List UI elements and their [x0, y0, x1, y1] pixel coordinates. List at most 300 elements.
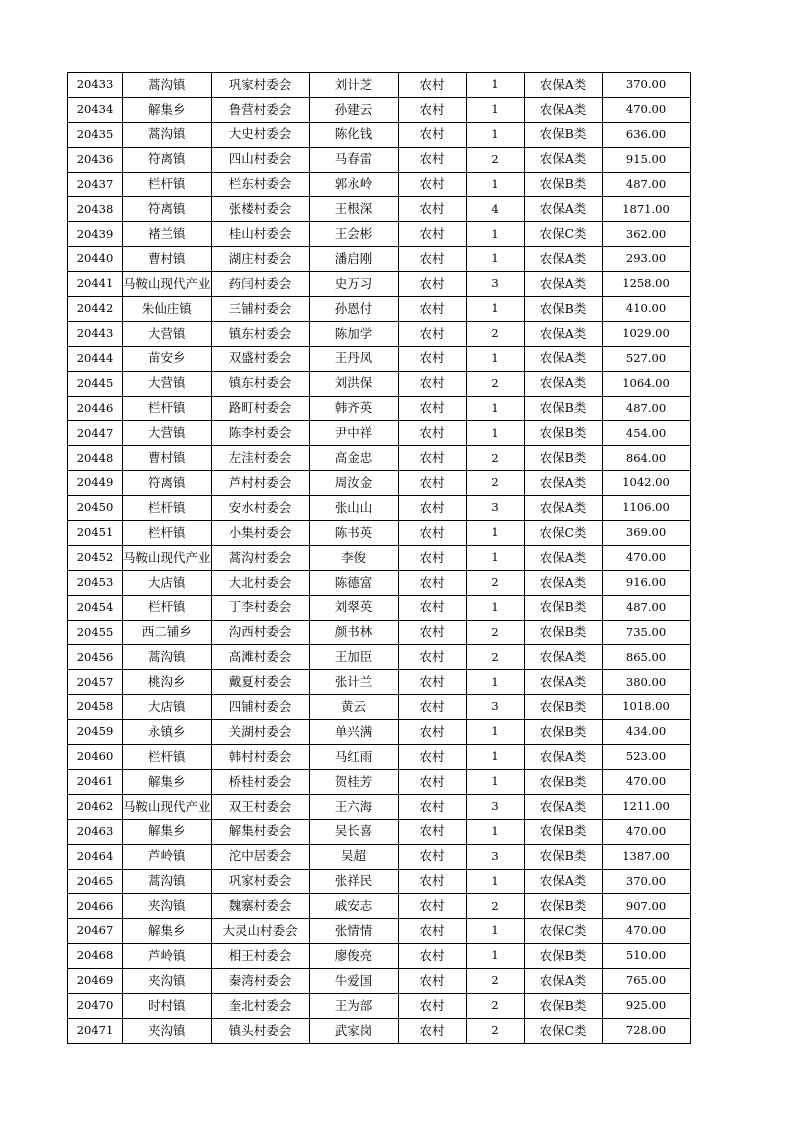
residence-type-cell: 农村 [398, 197, 466, 222]
town-cell: 曹村镇 [123, 247, 212, 272]
household-count-cell: 1 [466, 545, 524, 570]
household-count-cell: 1 [466, 521, 524, 546]
record-id-cell: 20470 [68, 993, 123, 1018]
record-id-cell: 20433 [68, 73, 123, 98]
town-cell: 解集乡 [123, 97, 212, 122]
person-name-cell: 刘洪保 [309, 371, 398, 396]
household-count-cell: 1 [466, 222, 524, 247]
table-row [68, 645, 691, 670]
town-cell: 朱仙庄镇 [123, 297, 212, 322]
insurance-category-cell: 农保B类 [524, 620, 602, 645]
residence-type-cell: 农村 [398, 172, 466, 197]
record-id-cell: 20457 [68, 670, 123, 695]
insurance-category-cell: 农保A类 [524, 197, 602, 222]
household-count-cell: 1 [466, 346, 524, 371]
residence-type-cell: 农村 [398, 944, 466, 969]
household-count-cell: 2 [466, 1018, 524, 1043]
amount-cell: 1258.00 [602, 272, 690, 297]
household-count-cell: 4 [466, 197, 524, 222]
record-id-cell: 20447 [68, 421, 123, 446]
amount-cell: 916.00 [602, 570, 690, 595]
household-count-cell: 2 [466, 371, 524, 396]
household-count-cell: 1 [466, 421, 524, 446]
record-id-cell: 20471 [68, 1018, 123, 1043]
table-row [68, 346, 691, 371]
table-row [68, 794, 691, 819]
table-row [68, 421, 691, 446]
amount-cell: 1387.00 [602, 844, 690, 869]
town-cell: 符离镇 [123, 197, 212, 222]
table-row [68, 247, 691, 272]
village-committee-cell: 陈李村委会 [211, 421, 309, 446]
record-id-cell: 20456 [68, 645, 123, 670]
town-label: 马鞍山现代产业 [123, 549, 211, 565]
record-id-cell: 20446 [68, 396, 123, 421]
amount-cell: 434.00 [602, 720, 690, 745]
table-body [68, 73, 691, 1044]
residence-type-cell: 农村 [398, 794, 466, 819]
record-id-cell: 20445 [68, 371, 123, 396]
table-row [68, 1018, 691, 1043]
person-name-cell: 吴超 [309, 844, 398, 869]
person-name-cell: 廖俊亮 [309, 944, 398, 969]
household-count-cell: 1 [466, 819, 524, 844]
village-committee-cell: 左洼村委会 [211, 446, 309, 471]
amount-cell: 728.00 [602, 1018, 690, 1043]
record-id-cell: 20444 [68, 346, 123, 371]
table-row [68, 894, 691, 919]
town-cell [123, 272, 212, 297]
amount-cell: 370.00 [602, 73, 690, 98]
town-cell: 西二铺乡 [123, 620, 212, 645]
household-count-cell: 2 [466, 570, 524, 595]
household-count-cell: 1 [466, 122, 524, 147]
table-row [68, 172, 691, 197]
amount-cell: 369.00 [602, 521, 690, 546]
person-name-cell: 周汝金 [309, 471, 398, 496]
table-row [68, 695, 691, 720]
table-row [68, 745, 691, 770]
village-committee-cell: 大灵山村委会 [211, 919, 309, 944]
insurance-category-cell: 农保A类 [524, 97, 602, 122]
person-name-cell: 王为部 [309, 993, 398, 1018]
spreadsheet-page [67, 72, 691, 1044]
person-name-cell: 陈加学 [309, 321, 398, 346]
residence-type-cell: 农村 [398, 371, 466, 396]
person-name-cell: 郭永岭 [309, 172, 398, 197]
village-committee-cell: 蒿沟村委会 [211, 545, 309, 570]
household-count-cell: 1 [466, 944, 524, 969]
table-row [68, 321, 691, 346]
table-row [68, 97, 691, 122]
town-label: 马鞍山现代产业 [123, 798, 211, 814]
household-count-cell: 1 [466, 172, 524, 197]
insurance-category-cell: 农保A类 [524, 471, 602, 496]
residence-type-cell: 农村 [398, 396, 466, 421]
amount-cell: 523.00 [602, 745, 690, 770]
household-count-cell: 1 [466, 745, 524, 770]
residence-type-cell: 农村 [398, 222, 466, 247]
household-count-cell: 2 [466, 446, 524, 471]
table-row [68, 545, 691, 570]
person-name-cell: 韩齐英 [309, 396, 398, 421]
residence-type-cell: 农村 [398, 969, 466, 994]
amount-cell: 1042.00 [602, 471, 690, 496]
table-row [68, 869, 691, 894]
person-name-cell: 吴长喜 [309, 819, 398, 844]
person-name-cell: 陈化钱 [309, 122, 398, 147]
person-name-cell: 陈德富 [309, 570, 398, 595]
table-row [68, 272, 691, 297]
household-count-cell: 3 [466, 844, 524, 869]
insurance-category-cell: 农保B类 [524, 297, 602, 322]
household-count-cell: 1 [466, 670, 524, 695]
table-row [68, 471, 691, 496]
person-name-cell: 王丹凤 [309, 346, 398, 371]
household-count-cell: 3 [466, 496, 524, 521]
amount-cell: 454.00 [602, 421, 690, 446]
town-cell: 大营镇 [123, 421, 212, 446]
town-cell: 栏杆镇 [123, 396, 212, 421]
household-count-cell: 1 [466, 595, 524, 620]
table-row [68, 919, 691, 944]
town-cell: 芦岭镇 [123, 844, 212, 869]
residence-type-cell: 农村 [398, 446, 466, 471]
town-cell: 栏杆镇 [123, 595, 212, 620]
village-committee-cell: 高滩村委会 [211, 645, 309, 670]
person-name-cell: 陈书英 [309, 521, 398, 546]
insurance-category-cell: 农保C类 [524, 919, 602, 944]
household-count-cell: 1 [466, 247, 524, 272]
amount-cell: 510.00 [602, 944, 690, 969]
village-committee-cell: 镇头村委会 [211, 1018, 309, 1043]
village-committee-cell: 大北村委会 [211, 570, 309, 595]
amount-cell: 410.00 [602, 297, 690, 322]
town-cell: 符离镇 [123, 147, 212, 172]
insurance-category-cell: 农保A类 [524, 645, 602, 670]
residence-type-cell: 农村 [398, 720, 466, 745]
person-name-cell: 刘翠英 [309, 595, 398, 620]
village-committee-cell: 双王村委会 [211, 794, 309, 819]
household-count-cell: 1 [466, 396, 524, 421]
residence-type-cell: 农村 [398, 595, 466, 620]
household-count-cell: 1 [466, 869, 524, 894]
insurance-category-cell: 农保A类 [524, 869, 602, 894]
village-committee-cell: 相王村委会 [211, 944, 309, 969]
amount-cell: 470.00 [602, 97, 690, 122]
village-committee-cell: 关湖村委会 [211, 720, 309, 745]
table-row [68, 570, 691, 595]
residence-type-cell: 农村 [398, 645, 466, 670]
village-committee-cell: 四山村委会 [211, 147, 309, 172]
person-name-cell: 潘启刚 [309, 247, 398, 272]
village-committee-cell: 栏东村委会 [211, 172, 309, 197]
person-name-cell: 张情情 [309, 919, 398, 944]
table-row [68, 769, 691, 794]
town-cell: 永镇乡 [123, 720, 212, 745]
record-id-cell: 20449 [68, 471, 123, 496]
record-id-cell: 20438 [68, 197, 123, 222]
person-name-cell: 李俊 [309, 545, 398, 570]
record-id-cell: 20467 [68, 919, 123, 944]
household-count-cell: 1 [466, 769, 524, 794]
village-committee-cell: 安水村委会 [211, 496, 309, 521]
record-id-cell: 20468 [68, 944, 123, 969]
insurance-category-cell: 农保B类 [524, 595, 602, 620]
record-id-cell: 20461 [68, 769, 123, 794]
village-committee-cell: 桂山村委会 [211, 222, 309, 247]
record-id-cell: 20466 [68, 894, 123, 919]
record-id-cell: 20453 [68, 570, 123, 595]
record-id-cell: 20443 [68, 321, 123, 346]
person-name-cell: 颜书林 [309, 620, 398, 645]
town-cell: 时村镇 [123, 993, 212, 1018]
household-count-cell: 1 [466, 919, 524, 944]
village-committee-cell: 沱中居委会 [211, 844, 309, 869]
record-id-cell: 20458 [68, 695, 123, 720]
table-row [68, 944, 691, 969]
table-row [68, 670, 691, 695]
table-row [68, 73, 691, 98]
record-id-cell: 20454 [68, 595, 123, 620]
household-count-cell: 2 [466, 969, 524, 994]
village-committee-cell: 药闫村委会 [211, 272, 309, 297]
town-cell: 桃沟乡 [123, 670, 212, 695]
village-committee-cell: 双盛村委会 [211, 346, 309, 371]
town-cell: 大营镇 [123, 321, 212, 346]
record-id-cell: 20450 [68, 496, 123, 521]
insurance-category-cell: 农保C类 [524, 521, 602, 546]
record-id-cell: 20442 [68, 297, 123, 322]
village-committee-cell: 奎北村委会 [211, 993, 309, 1018]
table-row [68, 371, 691, 396]
household-count-cell: 1 [466, 73, 524, 98]
amount-cell: 1029.00 [602, 321, 690, 346]
village-committee-cell: 张楼村委会 [211, 197, 309, 222]
record-id-cell: 20439 [68, 222, 123, 247]
amount-cell: 362.00 [602, 222, 690, 247]
insurance-category-cell: 农保A类 [524, 670, 602, 695]
town-cell: 夹沟镇 [123, 894, 212, 919]
person-name-cell: 张山山 [309, 496, 398, 521]
table-row [68, 844, 691, 869]
table-row [68, 720, 691, 745]
person-name-cell: 马红雨 [309, 745, 398, 770]
amount-cell: 1871.00 [602, 197, 690, 222]
record-id-cell: 20455 [68, 620, 123, 645]
town-label: 马鞍山现代产业 [123, 275, 211, 291]
person-name-cell: 高金忠 [309, 446, 398, 471]
amount-cell: 470.00 [602, 769, 690, 794]
residence-type-cell: 农村 [398, 147, 466, 172]
town-cell: 苗安乡 [123, 346, 212, 371]
record-id-cell: 20460 [68, 745, 123, 770]
amount-cell: 470.00 [602, 919, 690, 944]
residence-type-cell: 农村 [398, 421, 466, 446]
insurance-category-cell: 农保A类 [524, 545, 602, 570]
insurance-category-cell: 农保C类 [524, 1018, 602, 1043]
town-cell: 符离镇 [123, 471, 212, 496]
record-id-cell: 20452 [68, 545, 123, 570]
table-row [68, 197, 691, 222]
residence-type-cell: 农村 [398, 97, 466, 122]
household-count-cell: 2 [466, 894, 524, 919]
residence-type-cell: 农村 [398, 297, 466, 322]
village-committee-cell: 魏寨村委会 [211, 894, 309, 919]
record-id-cell: 20463 [68, 819, 123, 844]
residence-type-cell: 农村 [398, 471, 466, 496]
record-id-cell: 20434 [68, 97, 123, 122]
town-cell: 栏杆镇 [123, 745, 212, 770]
amount-cell: 1211.00 [602, 794, 690, 819]
town-cell: 解集乡 [123, 819, 212, 844]
town-cell: 芦岭镇 [123, 944, 212, 969]
residence-type-cell: 农村 [398, 521, 466, 546]
household-count-cell: 2 [466, 147, 524, 172]
village-committee-cell: 沟西村委会 [211, 620, 309, 645]
table-row [68, 147, 691, 172]
residence-type-cell: 农村 [398, 844, 466, 869]
table-row [68, 222, 691, 247]
person-name-cell: 黄云 [309, 695, 398, 720]
amount-cell: 470.00 [602, 545, 690, 570]
amount-cell: 293.00 [602, 247, 690, 272]
amount-cell: 925.00 [602, 993, 690, 1018]
village-committee-cell: 镇东村委会 [211, 371, 309, 396]
village-committee-cell: 路町村委会 [211, 396, 309, 421]
record-id-cell: 20465 [68, 869, 123, 894]
residence-type-cell: 农村 [398, 869, 466, 894]
household-count-cell: 1 [466, 297, 524, 322]
insurance-category-cell: 农保B类 [524, 944, 602, 969]
record-id-cell: 20451 [68, 521, 123, 546]
table-row [68, 595, 691, 620]
record-id-cell: 20469 [68, 969, 123, 994]
insurance-category-cell: 农保A类 [524, 147, 602, 172]
table-row [68, 620, 691, 645]
residence-type-cell: 农村 [398, 73, 466, 98]
person-name-cell: 牛爱国 [309, 969, 398, 994]
insurance-category-cell: 农保B类 [524, 396, 602, 421]
amount-cell: 1064.00 [602, 371, 690, 396]
town-cell [123, 545, 212, 570]
table-row [68, 446, 691, 471]
town-cell: 夹沟镇 [123, 969, 212, 994]
amount-cell: 527.00 [602, 346, 690, 371]
table-row [68, 496, 691, 521]
amount-cell: 864.00 [602, 446, 690, 471]
insurance-category-cell: 农保A类 [524, 247, 602, 272]
residence-type-cell: 农村 [398, 769, 466, 794]
insurance-category-cell: 农保B类 [524, 819, 602, 844]
village-committee-cell: 三铺村委会 [211, 297, 309, 322]
insurance-category-cell: 农保B类 [524, 844, 602, 869]
residence-type-cell: 农村 [398, 321, 466, 346]
insurance-category-cell: 农保A类 [524, 969, 602, 994]
record-id-cell: 20459 [68, 720, 123, 745]
insurance-category-cell: 农保A类 [524, 570, 602, 595]
insurance-category-cell: 农保B类 [524, 720, 602, 745]
insurance-category-cell: 农保B类 [524, 122, 602, 147]
record-id-cell: 20440 [68, 247, 123, 272]
insurance-category-cell: 农保C类 [524, 222, 602, 247]
record-id-cell: 20448 [68, 446, 123, 471]
residence-type-cell: 农村 [398, 570, 466, 595]
town-cell: 蒿沟镇 [123, 869, 212, 894]
insurance-category-cell: 农保A类 [524, 371, 602, 396]
village-committee-cell: 韩村村委会 [211, 745, 309, 770]
residence-type-cell: 农村 [398, 272, 466, 297]
record-id-cell: 20441 [68, 272, 123, 297]
town-cell [123, 794, 212, 819]
amount-cell: 487.00 [602, 595, 690, 620]
household-count-cell: 3 [466, 272, 524, 297]
amount-cell: 1106.00 [602, 496, 690, 521]
amount-cell: 470.00 [602, 819, 690, 844]
residence-type-cell: 农村 [398, 993, 466, 1018]
town-cell: 夹沟镇 [123, 1018, 212, 1043]
insurance-category-cell: 农保B类 [524, 769, 602, 794]
village-committee-cell: 小集村委会 [211, 521, 309, 546]
residence-type-cell: 农村 [398, 1018, 466, 1043]
village-committee-cell: 巩家村委会 [211, 73, 309, 98]
household-count-cell: 1 [466, 97, 524, 122]
household-count-cell: 2 [466, 321, 524, 346]
residence-type-cell: 农村 [398, 745, 466, 770]
data-table [67, 72, 691, 1044]
person-name-cell: 单兴满 [309, 720, 398, 745]
town-cell: 大店镇 [123, 695, 212, 720]
village-committee-cell: 丁李村委会 [211, 595, 309, 620]
village-committee-cell: 镇东村委会 [211, 321, 309, 346]
residence-type-cell: 农村 [398, 894, 466, 919]
household-count-cell: 2 [466, 993, 524, 1018]
amount-cell: 735.00 [602, 620, 690, 645]
town-cell: 解集乡 [123, 769, 212, 794]
household-count-cell: 2 [466, 471, 524, 496]
residence-type-cell: 农村 [398, 122, 466, 147]
town-cell: 栏杆镇 [123, 521, 212, 546]
record-id-cell: 20436 [68, 147, 123, 172]
amount-cell: 487.00 [602, 172, 690, 197]
person-name-cell: 孙建云 [309, 97, 398, 122]
person-name-cell: 史万习 [309, 272, 398, 297]
amount-cell: 636.00 [602, 122, 690, 147]
record-id-cell: 20462 [68, 794, 123, 819]
insurance-category-cell: 农保B类 [524, 421, 602, 446]
village-committee-cell: 解集村委会 [211, 819, 309, 844]
person-name-cell: 戚安志 [309, 894, 398, 919]
person-name-cell: 刘计芝 [309, 73, 398, 98]
table-row [68, 521, 691, 546]
residence-type-cell: 农村 [398, 919, 466, 944]
person-name-cell: 马春雷 [309, 147, 398, 172]
residence-type-cell: 农村 [398, 346, 466, 371]
insurance-category-cell: 农保A类 [524, 794, 602, 819]
person-name-cell: 王加臣 [309, 645, 398, 670]
amount-cell: 915.00 [602, 147, 690, 172]
person-name-cell: 王根深 [309, 197, 398, 222]
person-name-cell: 武家岗 [309, 1018, 398, 1043]
insurance-category-cell: 农保A类 [524, 745, 602, 770]
insurance-category-cell: 农保B类 [524, 172, 602, 197]
town-cell: 栏杆镇 [123, 172, 212, 197]
insurance-category-cell: 农保A类 [524, 346, 602, 371]
record-id-cell: 20437 [68, 172, 123, 197]
amount-cell: 907.00 [602, 894, 690, 919]
town-cell: 解集乡 [123, 919, 212, 944]
village-committee-cell: 芦村村委会 [211, 471, 309, 496]
